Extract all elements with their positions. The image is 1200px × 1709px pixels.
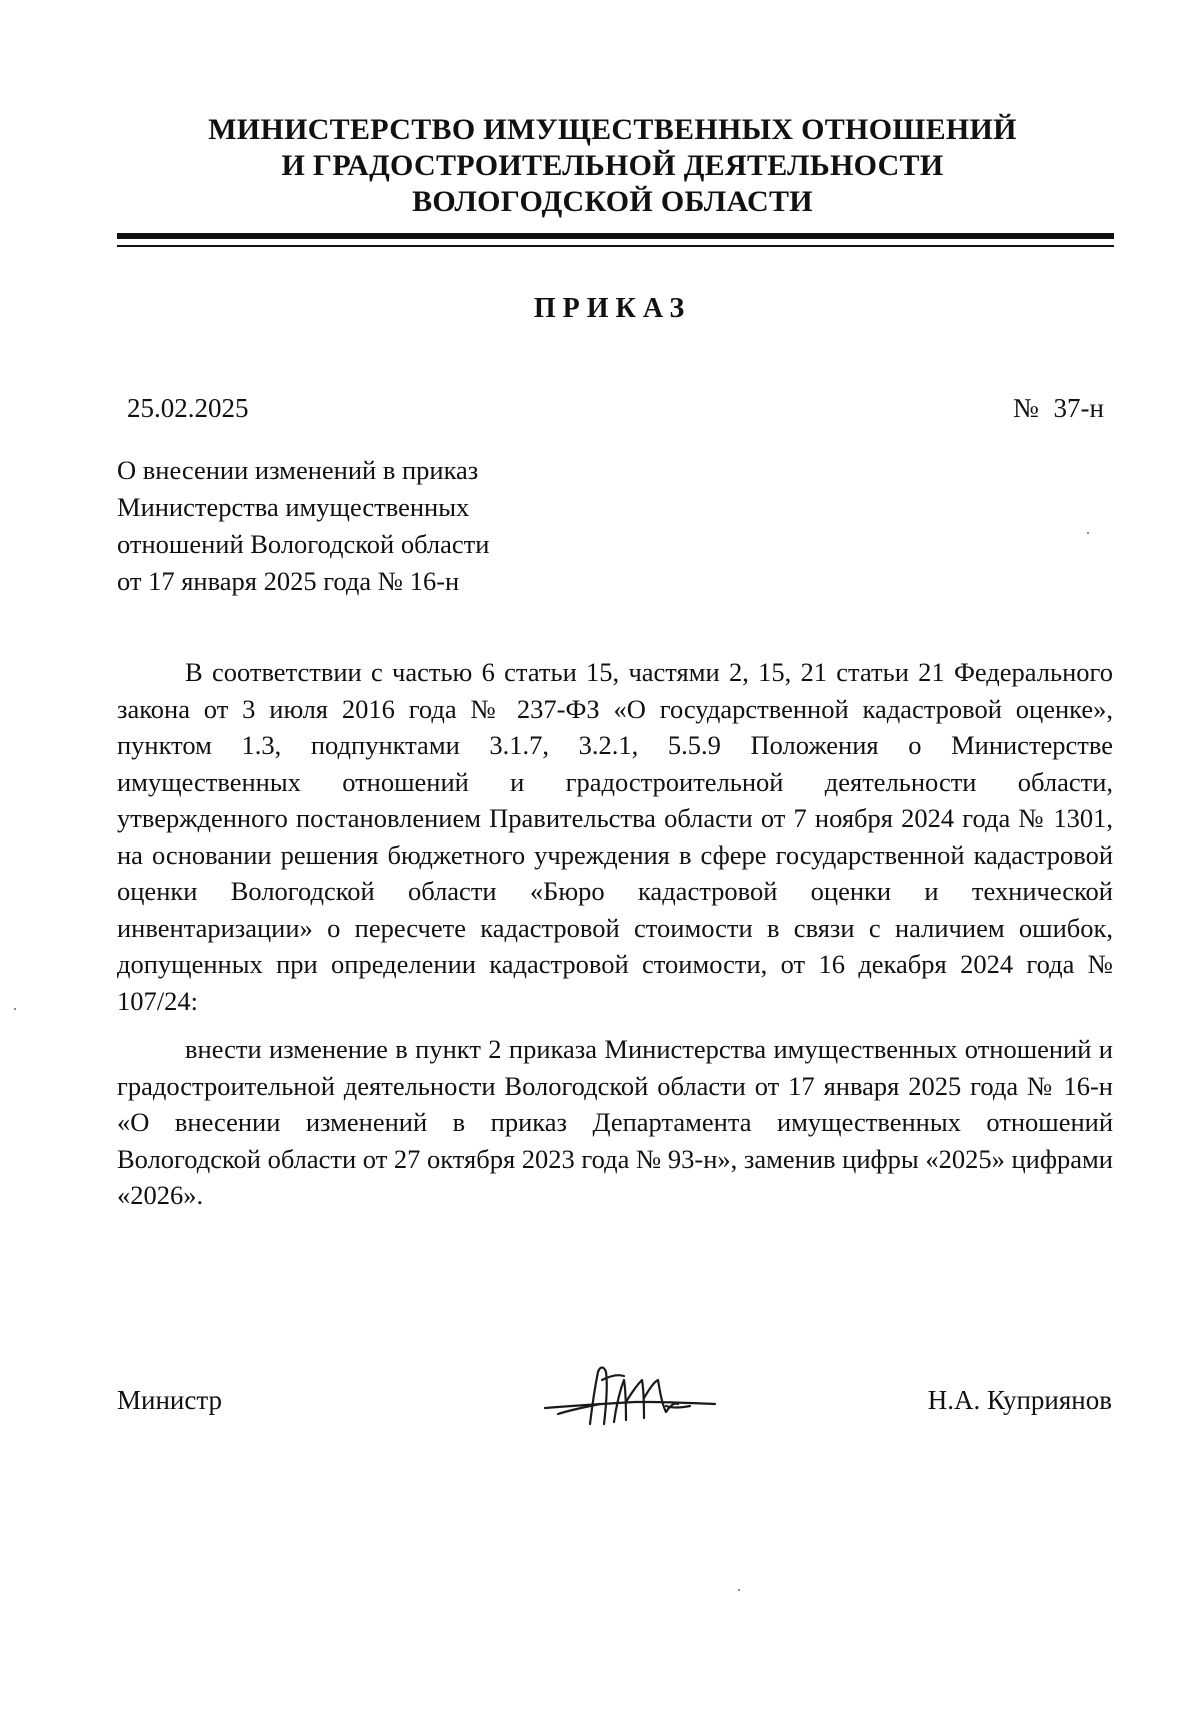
subject-line-4: от 17 января 2025 года № 16-н xyxy=(117,566,460,596)
scan-speck xyxy=(1087,532,1089,534)
body-paragraph-1: В соответствии с частью 6 статьи 15, частями 2, 15, 21 статьи 21 Федерального закона от 3 июля 2016 года № 237-ФЗ «О государственной кадастровой оценке», пунктом 1.3, подпунктами 3.1.7, 3.2.1, 5.5.9 Положения о Министерстве имущественных отношений и градостроительной деятельности области, утвержденного постановлением Правительства области от 7 ноября 2024 года № 1301, на основании решения бюджетного учреждения в сфере государственной кадастровой оценки Вологодской области «Бюро кадастровой оценки и технической инвентаризации» о пересчете кадастровой стоимости в связи с наличием ошибок, допущенных при определении кадастровой стоимости, от 16 декабря 2024 года № 107/24: xyxy=(117,657,1113,1016)
scan-speck xyxy=(738,1589,740,1591)
subject-line-2: Министерства имущественных xyxy=(117,492,470,522)
document-number: № 37-н xyxy=(1013,393,1104,423)
handwritten-signature xyxy=(540,1362,740,1437)
scan-speck xyxy=(14,1008,16,1010)
ministry-header xyxy=(120,112,1105,220)
body-paragraph-2: внести изменение в пункт 2 приказа Министерства имущественных отношений и градостроительной деятельности Вологодской области от 17 января 2025 года № 16-н «О внесении изменений в приказ Департамента имущественных отношений Вологодской области от 27 октября 2023 года № 93-н», заменив цифры «2025» цифрами «2026». xyxy=(117,1034,1113,1210)
ministry-header-line-1: МИНИСТЕРСТВО ИМУЩЕСТВЕННЫХ ОТНОШЕНИЙ xyxy=(208,113,1017,146)
document-type: ПРИКАЗ xyxy=(533,293,692,324)
ministry-header-line-2: И ГРАДОСТРОИТЕЛЬНОЙ ДЕЯТЕЛЬНОСТИ xyxy=(281,149,944,182)
ministry-header-line-3: ВОЛОГОДСКОЙ ОБЛАСТИ xyxy=(412,185,813,218)
document-date: 25.02.2025 xyxy=(127,393,249,423)
signer-name: Н.А. Куприянов xyxy=(927,1385,1112,1415)
document-subject xyxy=(117,452,557,600)
header-rule-thin xyxy=(117,245,1114,247)
header-rule-thick xyxy=(117,233,1114,239)
subject-line-1: О внесении изменений в приказ xyxy=(117,455,479,485)
subject-line-3: отношений Вологодской области xyxy=(117,529,490,559)
signer-title: Министр xyxy=(117,1385,222,1415)
document-body xyxy=(117,654,1113,1214)
